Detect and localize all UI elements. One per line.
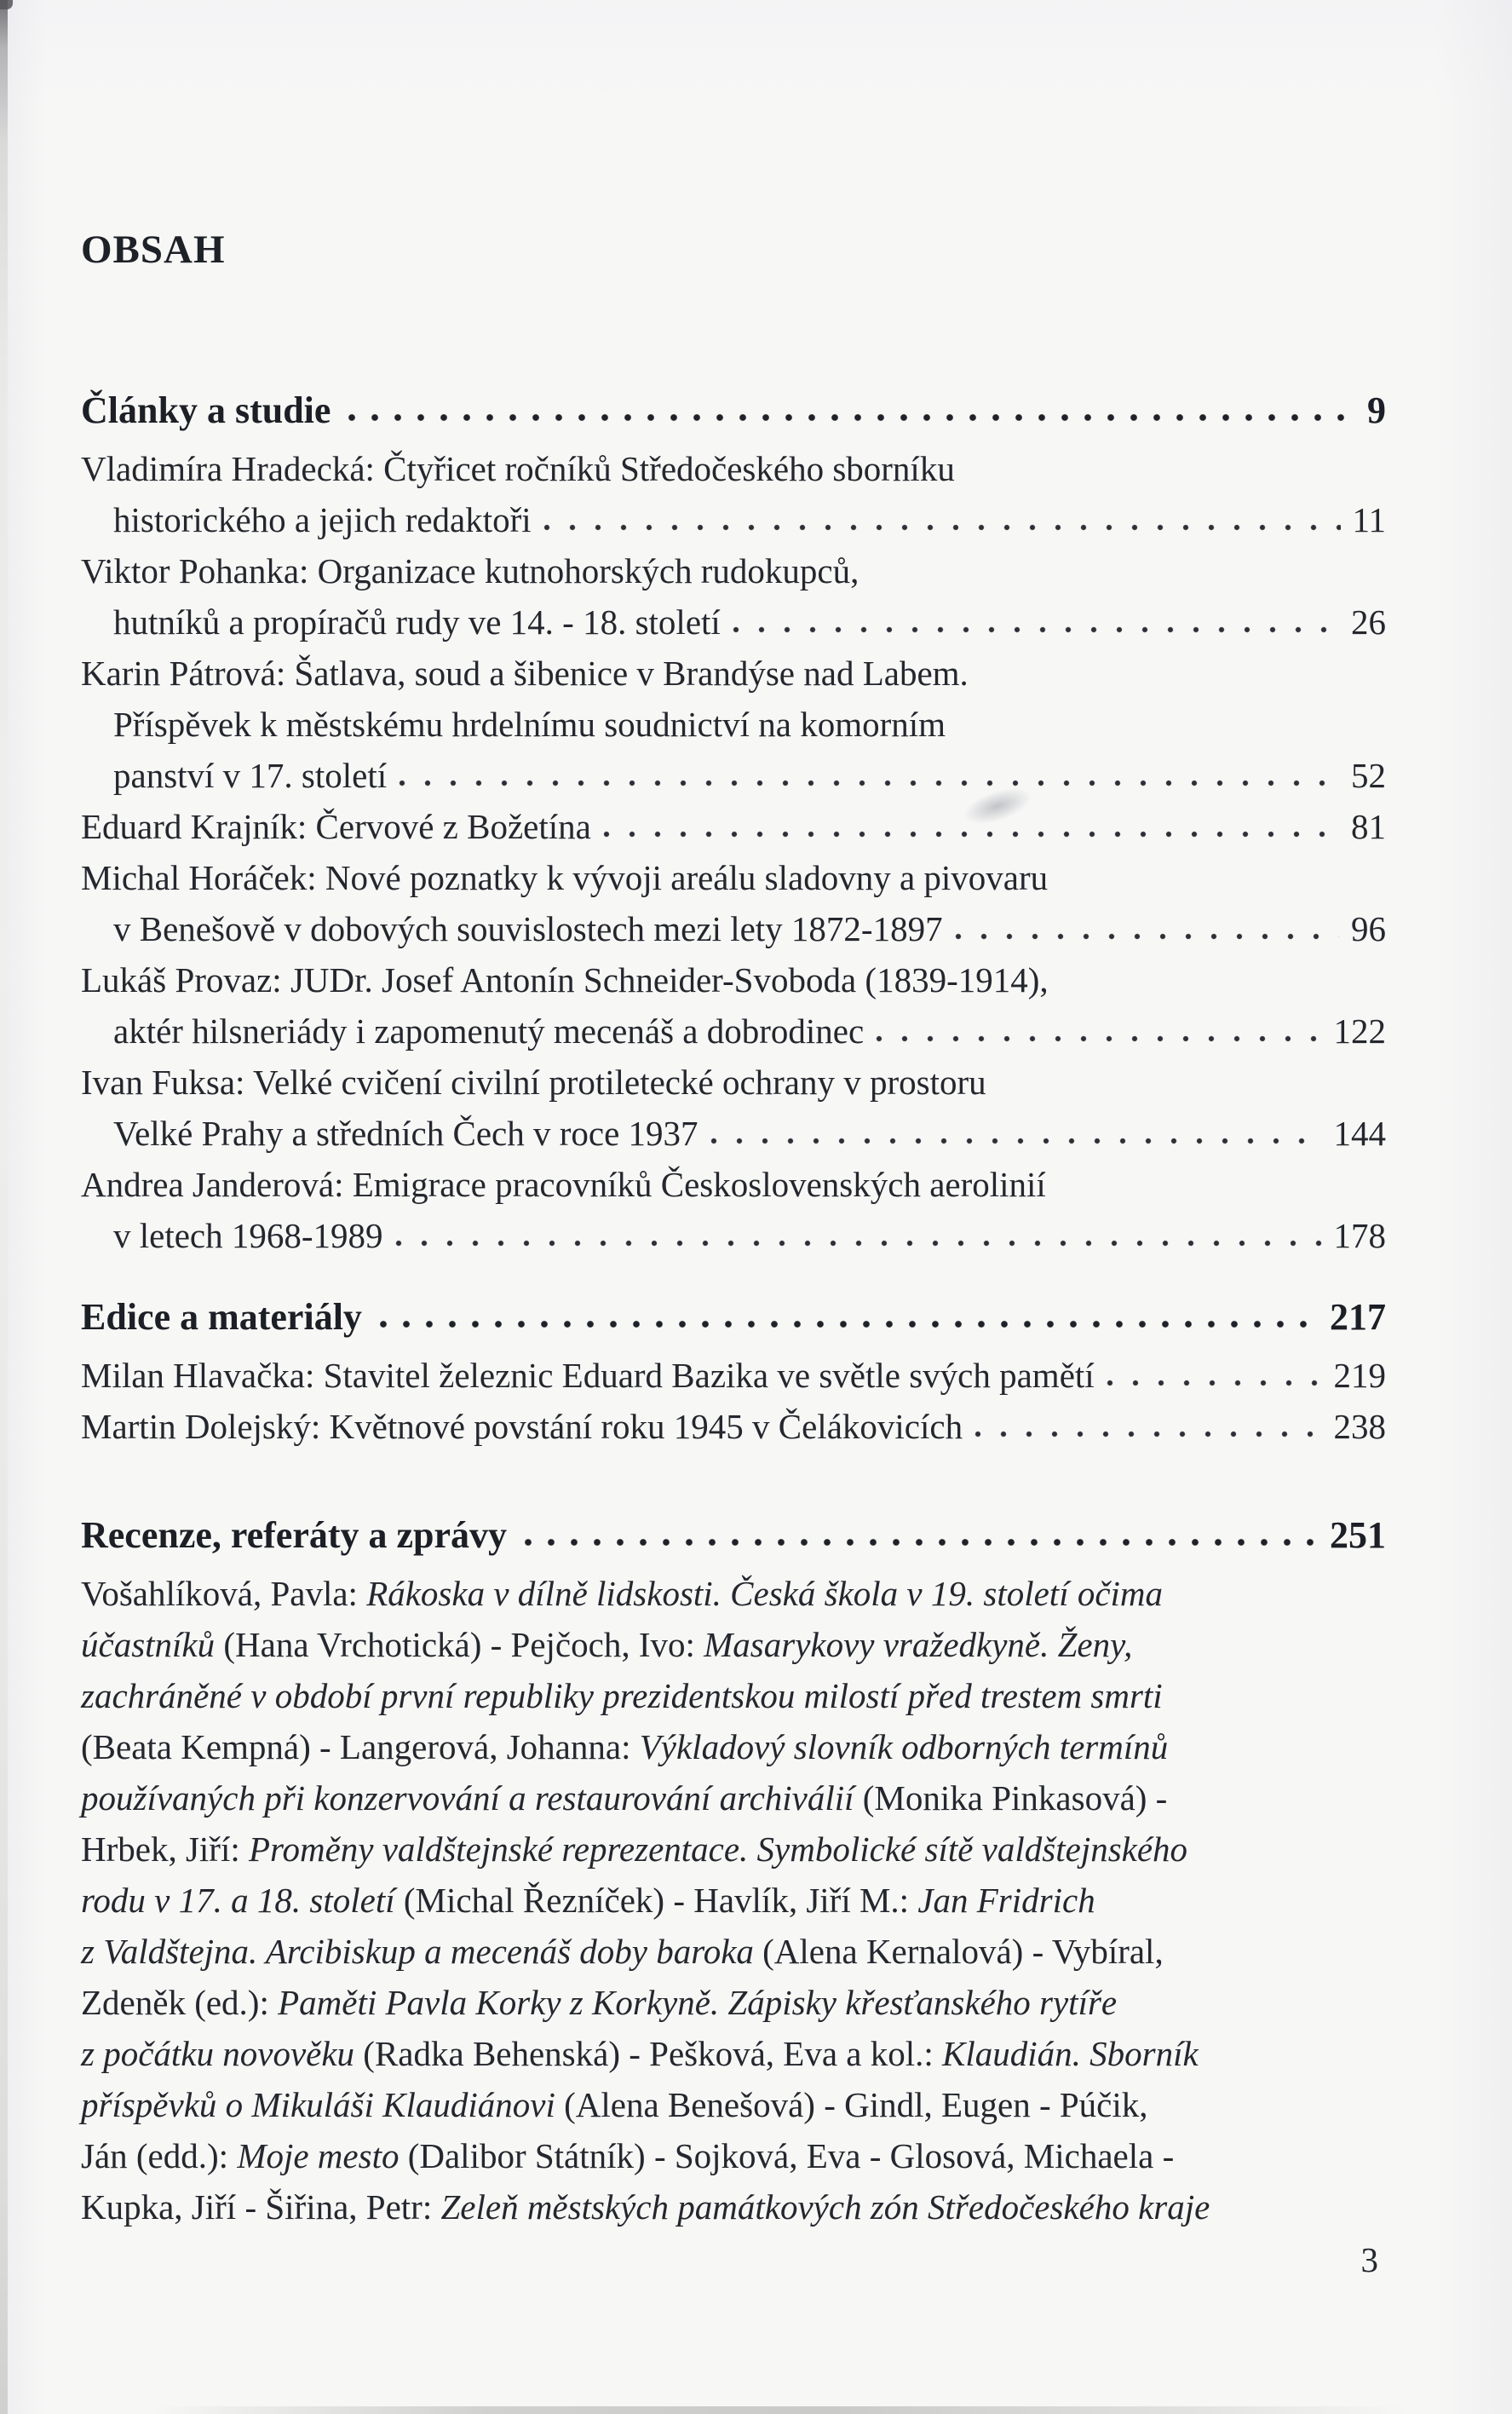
dot-leader bbox=[524, 1536, 1319, 1547]
toc-line bbox=[81, 1005, 1386, 1057]
toc-text: Eduard Krajník: Červové z Božetína bbox=[81, 807, 591, 846]
dot-leader bbox=[379, 1318, 1319, 1329]
dot-leader bbox=[603, 828, 1339, 838]
toc-text: v Benešově v dobových souvislostech mezi lety 1872-1897 bbox=[113, 909, 943, 948]
toc-line bbox=[81, 1057, 1386, 1108]
toc-text: z počátku novověku bbox=[81, 2034, 355, 2073]
toc-text: Masarykovy vražedkyně. Ženy, bbox=[704, 1625, 1133, 1664]
dot-leader bbox=[399, 777, 1339, 787]
toc-text: Hrbek, Jiří: bbox=[81, 1829, 249, 1869]
toc-line bbox=[81, 1350, 1386, 1401]
toc-text: používaných při konzervování a restaurování archiválií bbox=[81, 1778, 854, 1818]
toc-text: rodu v 17. a 18. století bbox=[81, 1881, 395, 1920]
toc-page-number: 217 bbox=[1330, 1296, 1386, 1338]
dot-leader bbox=[974, 1428, 1321, 1438]
toc-text: (Michal Řezníček) - Havlík, Jiří M.: bbox=[394, 1881, 918, 1920]
toc-text: Karin Pátrová: Šatlava, soud a šibenice v Brandýse nad Labem. bbox=[81, 654, 969, 693]
toc-section-heading bbox=[81, 385, 1386, 436]
dot-leader bbox=[348, 412, 1357, 423]
toc-text: zachráněné v období první republiky prezidentskou milostí před trestem smrti bbox=[81, 1676, 1163, 1715]
toc-text: v letech 1968-1989 bbox=[113, 1216, 383, 1255]
toc-page-number: 81 bbox=[1351, 807, 1386, 846]
toc-line bbox=[81, 1721, 1386, 1772]
toc-line bbox=[81, 494, 1386, 545]
toc-text: Příspěvek k městskému hrdelnímu soudnictví na komorním bbox=[113, 705, 946, 744]
toc-line bbox=[81, 545, 1386, 596]
dot-leader bbox=[710, 1135, 1322, 1145]
toc-line bbox=[81, 1210, 1386, 1261]
toc-text: Milan Hlavačka: Stavitel železnic Eduard Bazika ve světle svých pamětí bbox=[81, 1356, 1095, 1395]
toc-text: Výkladový slovník odborných termínů bbox=[639, 1727, 1169, 1766]
page-title: OBSAH bbox=[81, 228, 226, 272]
toc-text: Vošahlíková, Pavla: bbox=[81, 1574, 367, 1613]
toc-text: panství v 17. století bbox=[113, 756, 388, 795]
toc-section-heading bbox=[81, 1510, 1386, 1561]
toc-line bbox=[81, 1401, 1386, 1452]
toc-page-number: 178 bbox=[1333, 1216, 1386, 1255]
toc-line bbox=[81, 1108, 1386, 1159]
toc-text: Andrea Janderová: Emigrace pracovníků Československých aerolinií bbox=[81, 1165, 1046, 1204]
toc-line bbox=[81, 1670, 1386, 1721]
content-area bbox=[81, 0, 1386, 2233]
toc-line bbox=[81, 1875, 1386, 1926]
toc-line bbox=[81, 954, 1386, 1005]
scan-left-edge bbox=[0, 0, 8, 2414]
toc-text: Velké Prahy a středních Čech v roce 1937 bbox=[113, 1114, 699, 1153]
toc-text: Moje mesto bbox=[237, 2136, 400, 2175]
toc-line bbox=[81, 852, 1386, 903]
toc-line bbox=[81, 2079, 1386, 2130]
toc-line bbox=[81, 750, 1386, 801]
toc-line bbox=[81, 1823, 1386, 1875]
page-number: 3 bbox=[1360, 2240, 1378, 2279]
toc-line bbox=[81, 1977, 1386, 2028]
toc-text: Jan Fridrich bbox=[917, 1881, 1095, 1920]
scan-bottom-edge bbox=[0, 2406, 1512, 2414]
toc-text: (Monika Pinkasová) - bbox=[854, 1778, 1168, 1818]
toc-text: Kupka, Jiří - Šiřina, Petr: bbox=[81, 2187, 441, 2227]
toc-line bbox=[81, 1772, 1386, 1823]
toc-page-number: 144 bbox=[1333, 1114, 1386, 1153]
toc-text: Paměti Pavla Korky z Korkyně. Zápisky křesťanského rytíře bbox=[278, 1983, 1118, 2022]
toc-text: Články a studie bbox=[81, 389, 331, 431]
toc-page-number: 219 bbox=[1333, 1356, 1386, 1395]
toc-text: Vladimíra Hradecká: Čtyřicet ročníků Středočeského sborníku bbox=[81, 449, 955, 488]
toc-line bbox=[81, 596, 1386, 648]
toc-line bbox=[81, 801, 1386, 852]
toc-text: (Beata Kempná) - Langerová, Johanna: bbox=[81, 1727, 640, 1766]
toc-text: Viktor Pohanka: Organizace kutnohorských rudokupců, bbox=[81, 551, 859, 591]
toc-text: (Radka Behenská) - Pešková, Eva a kol.: bbox=[354, 2034, 943, 2073]
dot-leader bbox=[733, 624, 1339, 634]
toc-text: účastníků bbox=[81, 1625, 216, 1664]
toc-text: příspěvků o Mikuláši Klaudiánovi bbox=[81, 2085, 555, 2124]
toc-line bbox=[81, 443, 1386, 494]
toc-page-number: 122 bbox=[1333, 1011, 1386, 1051]
toc-text: Proměny valdštejnské reprezentace. Symbolické sítě valdštejnského bbox=[249, 1829, 1188, 1869]
toc-text: historického a jejich redaktoři bbox=[113, 500, 532, 539]
toc-line bbox=[81, 903, 1386, 954]
toc-line bbox=[81, 2181, 1386, 2233]
toc-text: Klaudián. Sborník bbox=[942, 2034, 1199, 2073]
dot-leader bbox=[1107, 1377, 1322, 1387]
toc-text: Martin Dolejský: Květnové povstání roku 1945 v Čelákovicích bbox=[81, 1407, 963, 1446]
toc-line bbox=[81, 1926, 1386, 1977]
toc-text: Rákoska v dílně lidskosti. Česká škola v 19. století očima bbox=[366, 1574, 1164, 1613]
toc-page-number: 96 bbox=[1351, 909, 1386, 948]
dot-leader bbox=[955, 930, 1339, 941]
toc-text: Edice a materiály bbox=[81, 1296, 362, 1338]
dot-leader bbox=[876, 1033, 1321, 1043]
toc-text: (Alena Kernalová) - Vybíral, bbox=[753, 1932, 1164, 1971]
toc-line bbox=[81, 2130, 1386, 2181]
toc-line bbox=[81, 648, 1386, 699]
toc-section-heading bbox=[81, 1292, 1386, 1343]
toc-line bbox=[81, 2028, 1386, 2079]
toc-text: (Hana Vrchotická) - Pejčoch, Ivo: bbox=[215, 1625, 704, 1664]
toc-page-number: 52 bbox=[1351, 756, 1386, 795]
toc-page-number: 238 bbox=[1333, 1407, 1386, 1446]
toc-text: Zeleň městských památkových zón Středočeského kraje bbox=[440, 2187, 1210, 2227]
toc-page-number: 251 bbox=[1330, 1514, 1386, 1556]
toc-text: aktér hilsneriády i zapomenutý mecenáš a dobrodinec bbox=[113, 1011, 865, 1051]
toc-line bbox=[81, 699, 1386, 750]
toc-line bbox=[81, 1159, 1386, 1210]
toc-text: Ivan Fuksa: Velké cvičení civilní protiletecké ochrany v prostoru bbox=[81, 1063, 986, 1102]
toc-text: Lukáš Provaz: JUDr. Josef Antonín Schneider-Svoboda (1839-1914), bbox=[81, 960, 1049, 1000]
toc-text: (Alena Benešová) - Gindl, Eugen - Púčik, bbox=[555, 2085, 1148, 2124]
toc-text: z Valdštejna. Arcibiskup a mecenáš doby baroka bbox=[81, 1932, 754, 1971]
toc-text: Ján (edd.): bbox=[81, 2136, 238, 2175]
toc-page-number: 9 bbox=[1367, 389, 1386, 431]
toc-page-number: 26 bbox=[1351, 602, 1386, 642]
scan-corner-artifact bbox=[0, 0, 13, 9]
toc-text: Michal Horáček: Nové poznatky k vývoji areálu sladovny a pivovaru bbox=[81, 858, 1049, 897]
dot-leader bbox=[395, 1237, 1322, 1247]
toc-text: (Dalibor Státník) - Sojková, Eva - Glosová, Michaela - bbox=[399, 2136, 1175, 2175]
toc-line bbox=[81, 1619, 1386, 1670]
toc-page-number: 11 bbox=[1352, 500, 1386, 539]
toc-line bbox=[81, 1568, 1386, 1619]
toc-text: Zdeněk (ed.): bbox=[81, 1983, 279, 2022]
toc bbox=[81, 385, 1386, 2233]
toc-text: Recenze, referáty a zprávy bbox=[81, 1514, 508, 1556]
dot-leader bbox=[543, 521, 1341, 532]
toc-text: hutníků a propíračů rudy ve 14. - 18. století bbox=[113, 602, 721, 642]
